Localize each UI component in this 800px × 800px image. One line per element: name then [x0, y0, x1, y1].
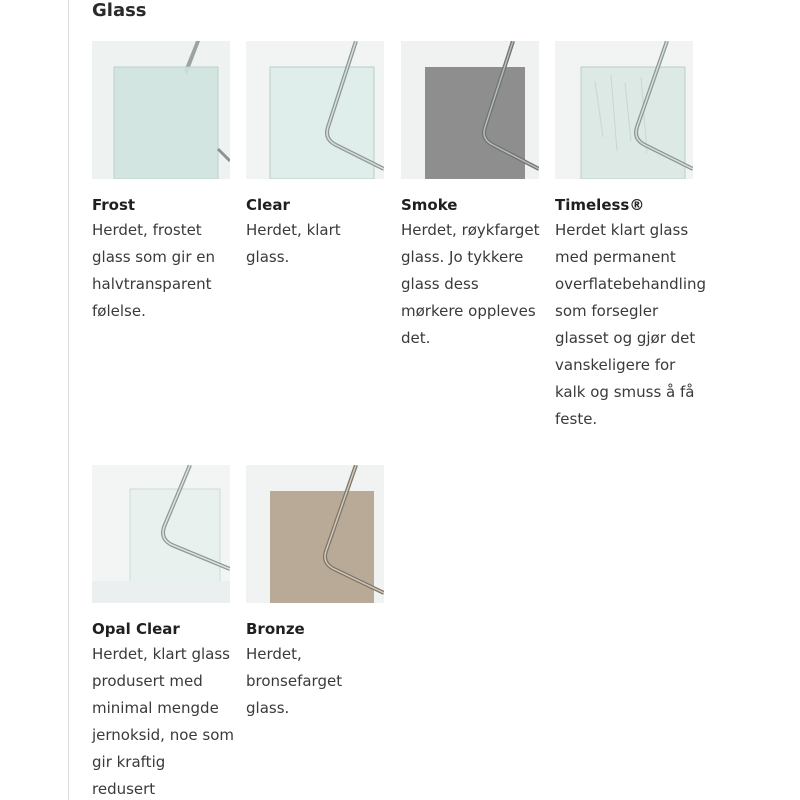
product-name: Frost: [92, 196, 136, 214]
product-card-smoke[interactable]: [401, 41, 551, 352]
product-card-opal-clear[interactable]: [92, 465, 242, 800]
clear-glass-image: [246, 41, 384, 179]
frost-glass-image: [92, 41, 230, 179]
product-card-frost[interactable]: [92, 41, 242, 325]
product-description: Herdet, frostet glass som gir en halvtransparent følelse.: [92, 221, 216, 320]
product-name: Clear: [246, 196, 290, 214]
product-description: Herdet, klart glass.: [246, 221, 341, 266]
opal-clear-glass-image: [92, 465, 230, 603]
timeless-glass-swatch[interactable]: [555, 41, 693, 179]
clear-glass-swatch[interactable]: [246, 41, 384, 179]
smoke-glass-image: [401, 41, 539, 179]
section-title: Glass: [92, 0, 147, 21]
product-description: Herdet, røykfarget glass. Jo tykkere glass dess mørkere oppleves det.: [401, 221, 540, 347]
frost-glass-swatch[interactable]: [92, 41, 230, 179]
product-description: Herdet klart glass med permanent overflatebehandling som forsegler glasset og gjør det vanskeligere for kalk og smuss å få feste.: [555, 221, 707, 428]
opal-clear-glass-swatch[interactable]: [92, 465, 230, 603]
bronze-glass-image: [246, 465, 384, 603]
content-divider: [68, 0, 69, 800]
product-name: Smoke: [401, 196, 458, 214]
product-name: Bronze: [246, 620, 305, 638]
product-description: Herdet, bronsefarget glass.: [246, 645, 343, 717]
product-name: Opal Clear: [92, 620, 180, 638]
product-card-timeless[interactable]: [555, 41, 705, 433]
product-description: Herdet, klart glass produsert med minimal mengde jernoksid, noe som gir kraftig redusert: [92, 645, 234, 798]
timeless-glass-image: [555, 41, 693, 179]
bronze-glass-swatch[interactable]: [246, 465, 384, 603]
smoke-glass-swatch[interactable]: [401, 41, 539, 179]
product-name: Timeless®: [555, 196, 645, 214]
product-card-bronze[interactable]: [246, 465, 396, 722]
product-card-clear[interactable]: [246, 41, 396, 271]
